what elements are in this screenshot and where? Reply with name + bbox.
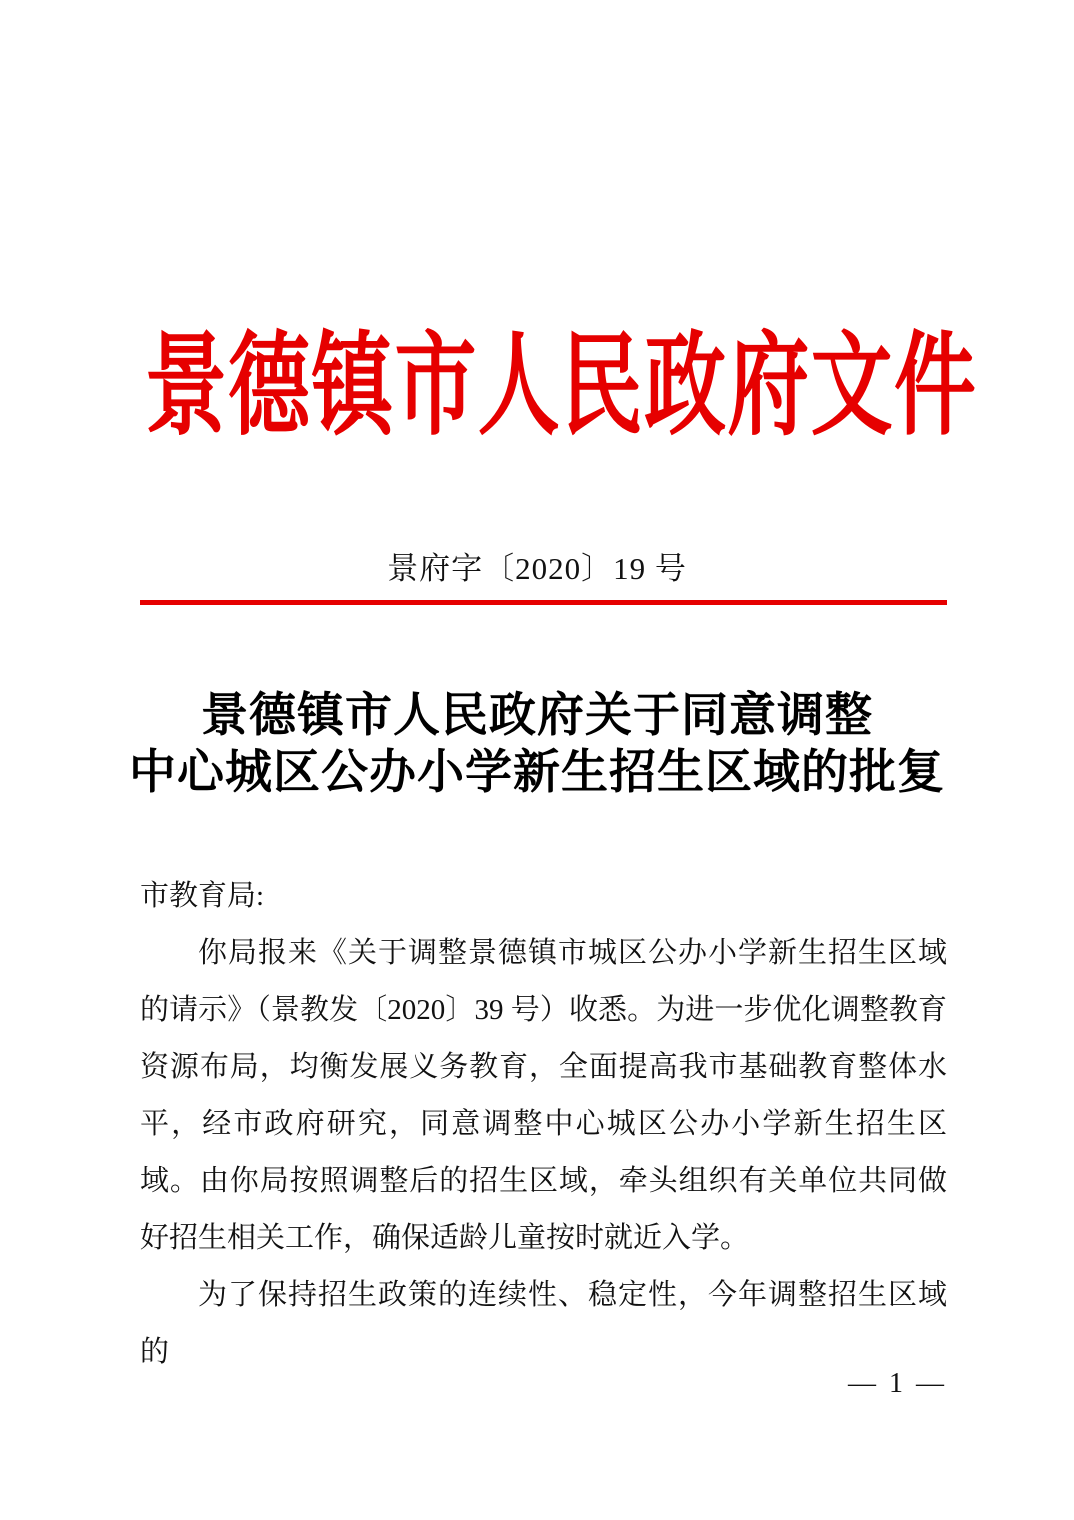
document-title [0, 688, 1074, 802]
document-number: 景府字〔2020〕19 号 [387, 551, 687, 586]
salutation: 市教育局: [140, 880, 265, 912]
document-title-line1: 景德镇市人民政府关于同意调整 [201, 690, 873, 742]
body-paragraph-1: 你局报来《关于调整景德镇市城区公办小学新生招生区域的请示》（景教发〔2020〕39 号）收悉。为进一步优化调整教育资源布局，均衡发展义务教育，全面提高我市基础教育整体水平，经市政府研究，同意调整中心城区公办小学新生招生区域。由你局按照调整后的招生区域，牵头组织有关单位共同做好招生相关工作，确保适龄儿童按时就近入学。 [140, 937, 947, 1254]
body-paragraph-2: 为了保持招生政策的连续性、稳定性，今年调整招生区域的 [140, 1279, 947, 1368]
letterhead-divider-line [140, 600, 947, 605]
page-number: — 1 — [848, 1368, 947, 1399]
letterhead-title: 景德镇市人民政府文件 [144, 325, 978, 449]
document-title-line2: 中心城区公办小学新生招生区域的批复 [129, 747, 945, 799]
document-body [140, 868, 947, 1381]
